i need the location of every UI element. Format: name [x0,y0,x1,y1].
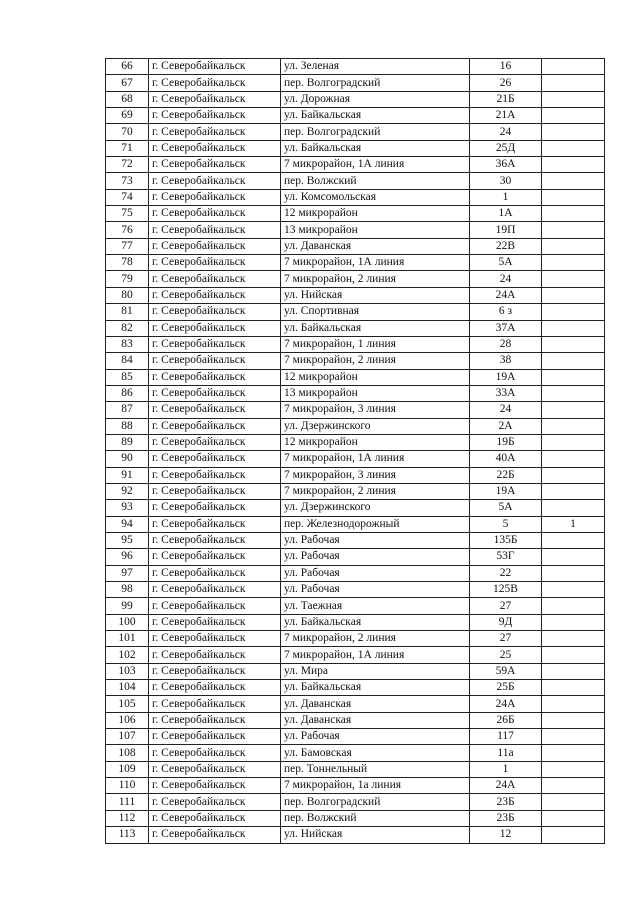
street-cell: ул. Рабочая [281,729,470,745]
extra-cell [542,320,605,336]
house-number-cell: 22Б [470,467,542,483]
row-number-cell: 67 [106,75,149,91]
table-row [106,140,605,156]
extra-cell [542,745,605,761]
table-row [106,418,605,434]
table-row [106,222,605,238]
table-row [106,189,605,205]
house-number-cell: 37А [470,320,542,336]
table-row [106,271,605,287]
table-row [106,75,605,91]
extra-cell [542,75,605,91]
street-cell: 7 микрорайон, 1А линия [281,451,470,467]
table-row [106,173,605,189]
street-cell: ул. Байкальская [281,108,470,124]
row-number-cell: 108 [106,745,149,761]
city-cell: г. Северобайкальск [149,189,281,205]
table-row [106,631,605,647]
house-number-cell: 5 [470,516,542,532]
table-row [106,467,605,483]
city-cell: г. Северобайкальск [149,336,281,352]
street-cell: 7 микрорайон, 2 линия [281,353,470,369]
row-number-cell: 68 [106,91,149,107]
house-number-cell: 53Г [470,549,542,565]
city-cell: г. Северобайкальск [149,238,281,254]
city-cell: г. Северобайкальск [149,712,281,728]
extra-cell [542,483,605,499]
extra-cell [542,271,605,287]
house-number-cell: 1 [470,189,542,205]
row-number-cell: 95 [106,532,149,548]
house-number-cell: 23Б [470,794,542,810]
street-cell: ул. Рабочая [281,549,470,565]
city-cell: г. Северобайкальск [149,663,281,679]
table-row [106,320,605,336]
street-cell: пер. Тоннельный [281,761,470,777]
extra-cell [542,434,605,450]
table-row [106,353,605,369]
house-number-cell: 11а [470,745,542,761]
table-row [106,565,605,581]
table-row [106,810,605,826]
city-cell: г. Северобайкальск [149,451,281,467]
table-row [106,483,605,499]
house-number-cell: 40А [470,451,542,467]
street-cell: ул. Даванская [281,712,470,728]
house-number-cell: 19А [470,483,542,499]
city-cell: г. Северобайкальск [149,385,281,401]
extra-cell [542,59,605,75]
street-cell: 7 микрорайон, 2 линия [281,271,470,287]
city-cell: г. Северобайкальск [149,369,281,385]
city-cell: г. Северобайкальск [149,353,281,369]
table-row [106,451,605,467]
row-number-cell: 87 [106,402,149,418]
extra-cell [542,124,605,140]
table-row [106,696,605,712]
house-number-cell: 24А [470,696,542,712]
city-cell: г. Северобайкальск [149,124,281,140]
street-cell: ул. Дзержинского [281,500,470,516]
city-cell: г. Северобайкальск [149,157,281,173]
house-number-cell: 36А [470,157,542,173]
house-number-cell: 33А [470,385,542,401]
house-number-cell: 27 [470,631,542,647]
row-number-cell: 73 [106,173,149,189]
house-number-cell: 26Б [470,712,542,728]
city-cell: г. Северобайкальск [149,255,281,271]
city-cell: г. Северобайкальск [149,500,281,516]
row-number-cell: 66 [106,59,149,75]
street-cell: пер. Волгоградский [281,794,470,810]
street-cell: ул. Рабочая [281,532,470,548]
city-cell: г. Северобайкальск [149,761,281,777]
house-number-cell: 125В [470,582,542,598]
row-number-cell: 91 [106,467,149,483]
row-number-cell: 102 [106,647,149,663]
table-row [106,336,605,352]
table-row [106,516,605,532]
house-number-cell: 21Б [470,91,542,107]
house-number-cell: 24 [470,402,542,418]
city-cell: г. Северобайкальск [149,696,281,712]
street-cell: 7 микрорайон, 1А линия [281,157,470,173]
house-number-cell: 59А [470,663,542,679]
row-number-cell: 105 [106,696,149,712]
house-number-cell: 38 [470,353,542,369]
street-cell: ул. Зеленая [281,59,470,75]
address-table [105,58,605,844]
city-cell: г. Северобайкальск [149,549,281,565]
extra-cell [542,173,605,189]
city-cell: г. Северобайкальск [149,287,281,303]
house-number-cell: 23Б [470,810,542,826]
row-number-cell: 86 [106,385,149,401]
city-cell: г. Северобайкальск [149,59,281,75]
house-number-cell: 24А [470,778,542,794]
row-number-cell: 92 [106,483,149,499]
street-cell: ул. Комсомольская [281,189,470,205]
row-number-cell: 103 [106,663,149,679]
city-cell: г. Северобайкальск [149,320,281,336]
house-number-cell: 25 [470,647,542,663]
house-number-cell: 28 [470,336,542,352]
row-number-cell: 107 [106,729,149,745]
extra-cell [542,304,605,320]
house-number-cell: 5А [470,500,542,516]
row-number-cell: 80 [106,287,149,303]
row-number-cell: 100 [106,614,149,630]
city-cell: г. Северобайкальск [149,402,281,418]
extra-cell [542,696,605,712]
extra-cell [542,287,605,303]
house-number-cell: 1А [470,206,542,222]
extra-cell [542,778,605,794]
street-cell: 12 микрорайон [281,434,470,450]
street-cell: 7 микрорайон, 1а линия [281,778,470,794]
row-number-cell: 76 [106,222,149,238]
city-cell: г. Северобайкальск [149,516,281,532]
table-row [106,827,605,843]
row-number-cell: 106 [106,712,149,728]
extra-cell [542,369,605,385]
city-cell: г. Северобайкальск [149,745,281,761]
city-cell: г. Северобайкальск [149,418,281,434]
street-cell: ул. Бамовская [281,745,470,761]
table-row [106,255,605,271]
extra-cell [542,418,605,434]
city-cell: г. Северобайкальск [149,108,281,124]
house-number-cell: 117 [470,729,542,745]
row-number-cell: 82 [106,320,149,336]
extra-cell [542,189,605,205]
house-number-cell: 30 [470,173,542,189]
street-cell: ул. Дорожная [281,91,470,107]
house-number-cell: 19П [470,222,542,238]
table-row [106,647,605,663]
extra-cell [542,810,605,826]
row-number-cell: 72 [106,157,149,173]
city-cell: г. Северобайкальск [149,565,281,581]
city-cell: г. Северобайкальск [149,794,281,810]
extra-cell: 1 [542,516,605,532]
city-cell: г. Северобайкальск [149,598,281,614]
street-cell: 7 микрорайон, 1А линия [281,647,470,663]
extra-cell [542,565,605,581]
house-number-cell: 22 [470,565,542,581]
city-cell: г. Северобайкальск [149,483,281,499]
row-number-cell: 113 [106,827,149,843]
city-cell: г. Северобайкальск [149,467,281,483]
house-number-cell: 6 з [470,304,542,320]
street-cell: ул. Нийская [281,287,470,303]
city-cell: г. Северобайкальск [149,271,281,287]
city-cell: г. Северобайкальск [149,680,281,696]
house-number-cell: 1 [470,761,542,777]
street-cell: 7 микрорайон, 1А линия [281,255,470,271]
street-cell: ул. Байкальская [281,614,470,630]
house-number-cell: 24 [470,271,542,287]
street-cell: ул. Даванская [281,238,470,254]
house-number-cell: 5А [470,255,542,271]
row-number-cell: 109 [106,761,149,777]
house-number-cell: 9Д [470,614,542,630]
row-number-cell: 79 [106,271,149,287]
street-cell: пер. Железнодорожный [281,516,470,532]
house-number-cell: 2А [470,418,542,434]
row-number-cell: 111 [106,794,149,810]
row-number-cell: 78 [106,255,149,271]
house-number-cell: 24 [470,124,542,140]
table-row [106,157,605,173]
row-number-cell: 104 [106,680,149,696]
table-row [106,206,605,222]
row-number-cell: 96 [106,549,149,565]
house-number-cell: 12 [470,827,542,843]
table-row [106,59,605,75]
table-row [106,500,605,516]
table-row [106,680,605,696]
city-cell: г. Северобайкальск [149,582,281,598]
street-cell: 7 микрорайон, 3 линия [281,467,470,483]
extra-cell [542,91,605,107]
table-row [106,287,605,303]
city-cell: г. Северобайкальск [149,434,281,450]
row-number-cell: 90 [106,451,149,467]
street-cell: пер. Волжский [281,173,470,189]
house-number-cell: 25Б [470,680,542,696]
extra-cell [542,467,605,483]
table-row [106,434,605,450]
table-row [106,794,605,810]
city-cell: г. Северобайкальск [149,91,281,107]
extra-cell [542,402,605,418]
house-number-cell: 19Б [470,434,542,450]
row-number-cell: 75 [106,206,149,222]
extra-cell [542,500,605,516]
city-cell: г. Северобайкальск [149,778,281,794]
city-cell: г. Северобайкальск [149,140,281,156]
street-cell: 13 микрорайон [281,222,470,238]
city-cell: г. Северобайкальск [149,631,281,647]
street-cell: 7 микрорайон, 2 линия [281,483,470,499]
house-number-cell: 16 [470,59,542,75]
extra-cell [542,336,605,352]
extra-cell [542,647,605,663]
table-row [106,91,605,107]
table-row [106,108,605,124]
table-row [106,729,605,745]
row-number-cell: 101 [106,631,149,647]
address-table-body [106,59,605,844]
row-number-cell: 94 [106,516,149,532]
row-number-cell: 97 [106,565,149,581]
extra-cell [542,582,605,598]
city-cell: г. Северобайкальск [149,810,281,826]
row-number-cell: 98 [106,582,149,598]
extra-cell [542,140,605,156]
street-cell: 7 микрорайон, 2 линия [281,631,470,647]
extra-cell [542,827,605,843]
house-number-cell: 26 [470,75,542,91]
extra-cell [542,598,605,614]
row-number-cell: 89 [106,434,149,450]
table-row [106,549,605,565]
row-number-cell: 110 [106,778,149,794]
table-row [106,124,605,140]
table-row [106,385,605,401]
street-cell: ул. Байкальская [281,140,470,156]
city-cell: г. Северобайкальск [149,222,281,238]
street-cell: 12 микрорайон [281,369,470,385]
row-number-cell: 99 [106,598,149,614]
extra-cell [542,532,605,548]
street-cell: ул. Рабочая [281,582,470,598]
extra-cell [542,108,605,124]
house-number-cell: 24А [470,287,542,303]
street-cell: пер. Волжский [281,810,470,826]
street-cell: ул. Спортивная [281,304,470,320]
table-row [106,745,605,761]
table-row [106,614,605,630]
extra-cell [542,206,605,222]
house-number-cell: 21А [470,108,542,124]
street-cell: ул. Даванская [281,696,470,712]
street-cell: ул. Байкальская [281,320,470,336]
street-cell: 7 микрорайон, 3 линия [281,402,470,418]
extra-cell [542,353,605,369]
table-row [106,761,605,777]
extra-cell [542,614,605,630]
extra-cell [542,712,605,728]
city-cell: г. Северобайкальск [149,729,281,745]
street-cell: ул. Рабочая [281,565,470,581]
city-cell: г. Северобайкальск [149,206,281,222]
extra-cell [542,680,605,696]
city-cell: г. Северобайкальск [149,173,281,189]
extra-cell [542,794,605,810]
house-number-cell: 25Д [470,140,542,156]
street-cell: ул. Байкальская [281,680,470,696]
street-cell: 12 микрорайон [281,206,470,222]
extra-cell [542,222,605,238]
row-number-cell: 81 [106,304,149,320]
extra-cell [542,385,605,401]
street-cell: пер. Волгоградский [281,124,470,140]
house-number-cell: 22В [470,238,542,254]
extra-cell [542,761,605,777]
city-cell: г. Северобайкальск [149,647,281,663]
table-row [106,712,605,728]
table-row [106,598,605,614]
row-number-cell: 71 [106,140,149,156]
street-cell: ул. Дзержинского [281,418,470,434]
table-row [106,582,605,598]
city-cell: г. Северобайкальск [149,614,281,630]
city-cell: г. Северобайкальск [149,827,281,843]
street-cell: 13 микрорайон [281,385,470,401]
table-row [106,402,605,418]
row-number-cell: 112 [106,810,149,826]
house-number-cell: 27 [470,598,542,614]
table-row [106,532,605,548]
extra-cell [542,238,605,254]
extra-cell [542,451,605,467]
extra-cell [542,631,605,647]
table-row [106,238,605,254]
extra-cell [542,549,605,565]
table-row [106,778,605,794]
extra-cell [542,255,605,271]
street-cell: ул. Нийская [281,827,470,843]
extra-cell [542,663,605,679]
row-number-cell: 84 [106,353,149,369]
house-number-cell: 19А [470,369,542,385]
city-cell: г. Северобайкальск [149,75,281,91]
row-number-cell: 77 [106,238,149,254]
house-number-cell: 135Б [470,532,542,548]
city-cell: г. Северобайкальск [149,532,281,548]
city-cell: г. Северобайкальск [149,304,281,320]
row-number-cell: 93 [106,500,149,516]
row-number-cell: 69 [106,108,149,124]
table-row [106,369,605,385]
street-cell: ул. Таежная [281,598,470,614]
street-cell: пер. Волгоградский [281,75,470,91]
row-number-cell: 74 [106,189,149,205]
street-cell: 7 микрорайон, 1 линия [281,336,470,352]
row-number-cell: 88 [106,418,149,434]
table-row [106,304,605,320]
street-cell: ул. Мира [281,663,470,679]
extra-cell [542,729,605,745]
row-number-cell: 70 [106,124,149,140]
extra-cell [542,157,605,173]
row-number-cell: 83 [106,336,149,352]
table-row [106,663,605,679]
row-number-cell: 85 [106,369,149,385]
